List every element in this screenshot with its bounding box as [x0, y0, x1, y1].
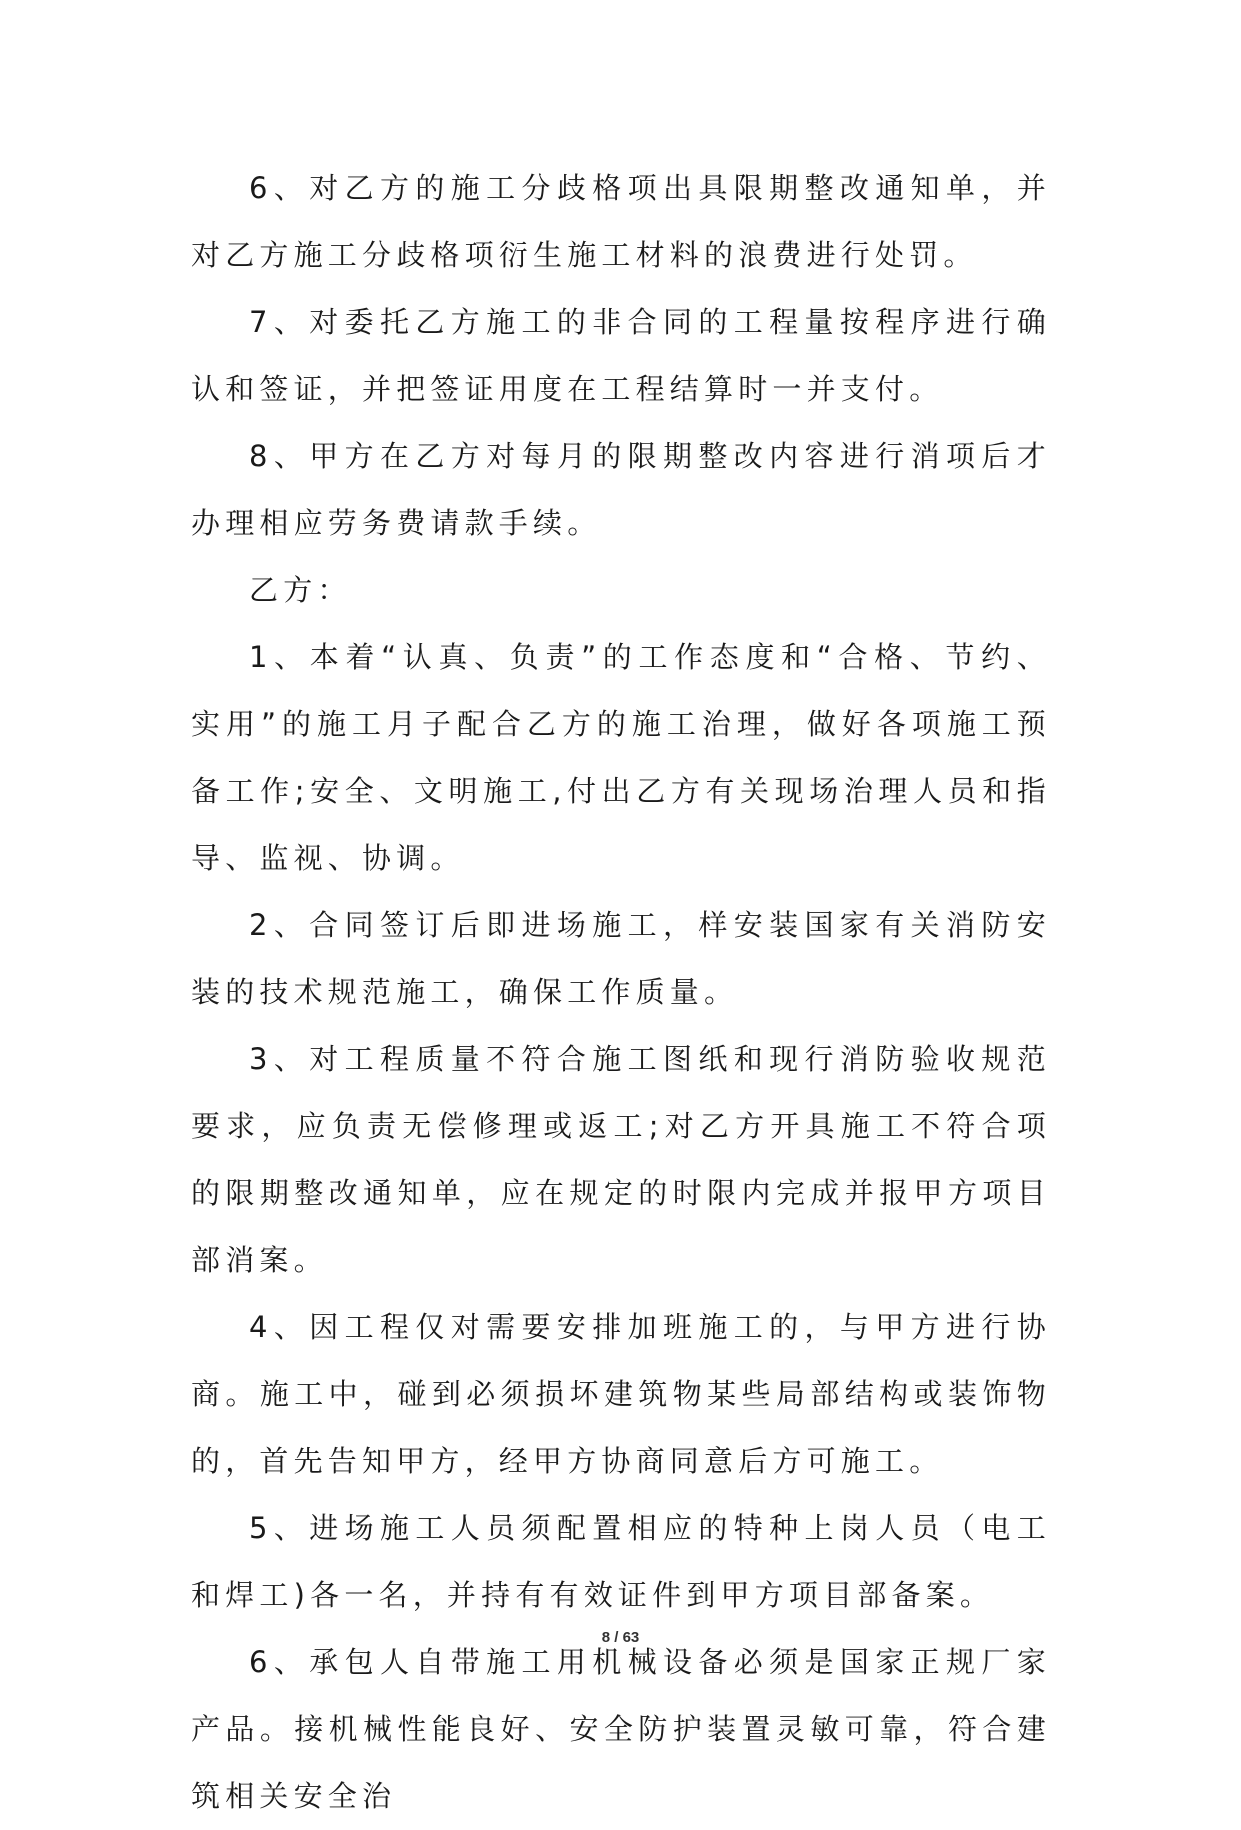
- document-body: [191, 155, 1051, 1830]
- paragraph-jia-item-7: 7、对委托乙方施工的非合同的工程量按程序进行确认和签证，并把签证用度在工程结算时一并支付。: [191, 305, 1051, 406]
- paragraph-yi-item-1: 1、本着“认真、负责”的工作态度和“合格、节约、实用”的施工月子配合乙方的施工治理，做好各项施工预备工作;安全、文明施工,付出乙方有关现场治理人员和指导、监视、协调。: [191, 640, 1051, 875]
- paragraph-yi-item-4: 4、因工程仅对需要安排加班施工的，与甲方进行协商。施工中，碰到必须损坏建筑物某些局部结构或装饰物的，首先告知甲方，经甲方协商同意后方可施工。: [191, 1310, 1051, 1478]
- paragraph-yi-item-2: 2、合同签订后即进场施工，样安装国家有关消防安装的技术规范施工，确保工作质量。: [191, 908, 1051, 1009]
- paragraph-yi-item-3: 3、对工程质量不符合施工图纸和现行消防验收规范要求，应负责无偿修理或返工;对乙方开具施工不符合项的限期整改通知单，应在规定的时限内完成并报甲方项目部消案。: [191, 1042, 1051, 1277]
- paragraph-yi-item-5: 5、进场施工人员须配置相应的特种上岗人员（电工和焊工)各一名，并持有有效证件到甲方项目部备案。: [191, 1511, 1051, 1612]
- paragraph-jia-item-6: 6、对乙方的施工分歧格项出具限期整改通知单，并对乙方施工分歧格项衍生施工材料的浪费进行处罚。: [191, 171, 1051, 272]
- paragraph-jia-item-8: 8、甲方在乙方对每月的限期整改内容进行消项后才办理相应劳务费请款手续。: [191, 439, 1051, 540]
- page-number: 8 / 63: [601, 1629, 640, 1646]
- paragraph-yi-item-6: 6、承包人自带施工用机械设备必须是国家正规厂家产品。接机械性能良好、安全防护装置灵敏可靠，符合建筑相关安全治: [191, 1645, 1051, 1813]
- section-heading-yi-fang: 乙方：: [249, 573, 352, 607]
